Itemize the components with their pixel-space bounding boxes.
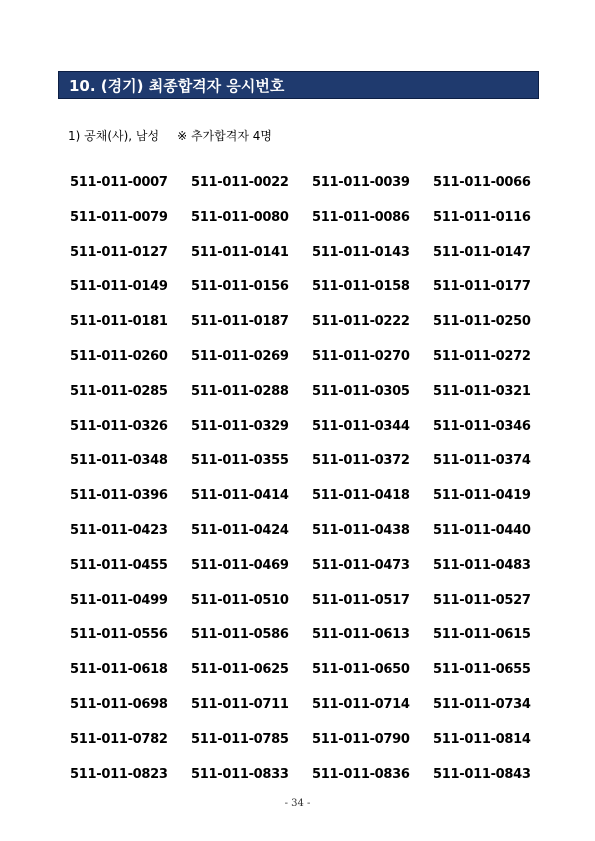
exam-number: 511-011-0613 <box>312 627 410 643</box>
page-number: - 34 - <box>284 798 311 809</box>
exam-number: 511-011-0833 <box>191 766 289 782</box>
exam-number: 511-011-0698 <box>70 696 168 712</box>
exam-number: 511-011-0438 <box>312 522 410 538</box>
exam-number: 511-011-0499 <box>70 592 168 608</box>
exam-number: 511-011-0655 <box>433 662 531 678</box>
exam-number: 511-011-0483 <box>433 557 531 573</box>
exam-number: 511-011-0022 <box>191 175 289 190</box>
exam-number: 511-011-0147 <box>433 244 531 260</box>
exam-number: 511-011-0187 <box>191 314 289 330</box>
exam-number: 511-011-0650 <box>312 662 410 678</box>
exam-number: 511-011-0270 <box>312 348 410 364</box>
exam-number: 511-011-0586 <box>191 627 289 643</box>
exam-number: 511-011-0556 <box>70 627 168 643</box>
exam-number: 511-011-0836 <box>312 766 410 782</box>
exam-number: 511-011-0711 <box>191 696 289 712</box>
exam-number: 511-011-0285 <box>70 383 168 399</box>
exam-number: 511-011-0714 <box>312 696 410 712</box>
exam-number: 511-011-0455 <box>70 557 168 573</box>
exam-number: 511-011-0517 <box>312 592 410 608</box>
exam-number: 511-011-0116 <box>433 209 531 225</box>
exam-number: 511-011-0785 <box>191 731 289 747</box>
exam-number: 511-011-0321 <box>433 383 531 399</box>
exam-number: 511-011-0346 <box>433 418 531 434</box>
exam-number: 511-011-0843 <box>433 766 531 782</box>
exam-number: 511-011-0260 <box>70 348 168 364</box>
exam-number: 511-011-0326 <box>70 418 168 434</box>
exam-number: 511-011-0079 <box>70 209 168 225</box>
exam-number: 511-011-0305 <box>312 383 410 399</box>
exam-number: 511-011-0414 <box>191 488 289 504</box>
exam-number: 511-011-0618 <box>70 662 168 678</box>
exam-number: 511-011-0039 <box>312 175 410 190</box>
additional-pass-note: ※ 추가합격자 4명 <box>177 129 272 143</box>
exam-number: 511-011-0066 <box>433 175 531 190</box>
exam-number: 511-011-0149 <box>70 279 168 295</box>
exam-number: 511-011-0344 <box>312 418 410 434</box>
exam-number: 511-011-0527 <box>433 592 531 608</box>
exam-number: 511-011-0222 <box>312 314 410 330</box>
exam-number: 511-011-0355 <box>191 453 289 469</box>
exam-number: 511-011-0177 <box>433 279 531 295</box>
exam-number: 511-011-0288 <box>191 383 289 399</box>
exam-number: 511-011-0269 <box>191 348 289 364</box>
exam-number: 511-011-0127 <box>70 244 168 260</box>
exam-number: 511-011-0374 <box>433 453 531 469</box>
exam-number: 511-011-0823 <box>70 766 168 782</box>
exam-number: 511-011-0814 <box>433 731 531 747</box>
exam-number: 511-011-0419 <box>433 488 531 504</box>
exam-number: 511-011-0143 <box>312 244 410 260</box>
exam-number: 511-011-0625 <box>191 662 289 678</box>
exam-number: 511-011-0007 <box>70 175 168 190</box>
section-header <box>58 71 539 99</box>
exam-number: 511-011-0615 <box>433 627 531 643</box>
exam-number: 511-011-0418 <box>312 488 410 504</box>
exam-number: 511-011-0734 <box>433 696 531 712</box>
exam-number: 511-011-0423 <box>70 522 168 538</box>
exam-number: 511-011-0348 <box>70 453 168 469</box>
exam-number: 511-011-0790 <box>312 731 410 747</box>
exam-number: 511-011-0272 <box>433 348 531 364</box>
exam-number: 511-011-0469 <box>191 557 289 573</box>
exam-number: 511-011-0080 <box>191 209 289 225</box>
exam-number: 511-011-0250 <box>433 314 531 330</box>
exam-number-grid <box>70 166 540 792</box>
exam-number: 511-011-0158 <box>312 279 410 295</box>
exam-number: 511-011-0372 <box>312 453 410 469</box>
exam-number: 511-011-0141 <box>191 244 289 260</box>
exam-number: 511-011-0424 <box>191 522 289 538</box>
exam-number: 511-011-0440 <box>433 522 531 538</box>
exam-number: 511-011-0086 <box>312 209 410 225</box>
exam-number: 511-011-0473 <box>312 557 410 573</box>
exam-number: 511-011-0181 <box>70 314 168 330</box>
exam-number: 511-011-0156 <box>191 279 289 295</box>
exam-number: 511-011-0329 <box>191 418 289 434</box>
exam-number: 511-011-0396 <box>70 488 168 504</box>
section-title: 10. (경기) 최종합격자 응시번호 <box>69 76 285 95</box>
subtitle-label: 1) 공채(사), 남성 <box>68 129 160 143</box>
subtitle <box>68 127 272 144</box>
exam-number: 511-011-0510 <box>191 592 289 608</box>
exam-number: 511-011-0782 <box>70 731 168 747</box>
